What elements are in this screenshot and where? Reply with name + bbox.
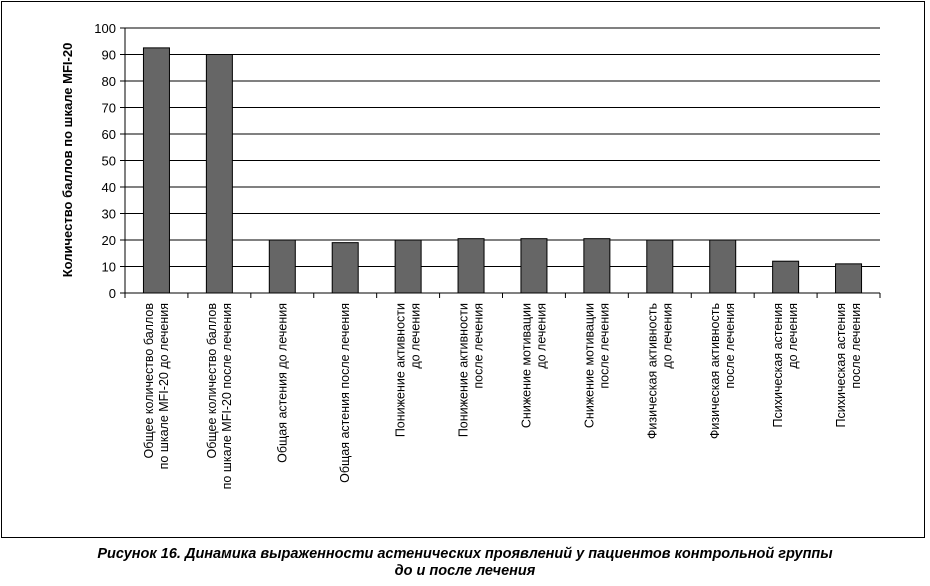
y-tick-label: 10 (101, 259, 116, 275)
x-category-label: Общая астения до лечения (275, 303, 290, 463)
y-axis-title: Количество баллов по шкале MFI-20 (60, 42, 75, 278)
y-tick-label: 0 (108, 286, 116, 301)
x-category-label: Общая астения после лечения (338, 303, 353, 483)
x-category-label: Снижение мотивации (519, 303, 534, 429)
x-category-label: по шкале MFI-20 после лечения (219, 303, 234, 490)
y-tick-label: 100 (94, 21, 116, 36)
y-tick-label: 80 (101, 74, 116, 89)
x-category-labels (142, 303, 863, 490)
x-category-label: Физическая активность (645, 303, 660, 440)
x-category-label: Общее количество баллов (141, 303, 156, 459)
x-category-label: после лечения (471, 303, 486, 389)
x-category-label: Психическая астения (771, 303, 786, 428)
bar (710, 240, 736, 293)
y-tick-label: 70 (101, 100, 116, 116)
y-tick-label: 50 (101, 153, 116, 169)
bar (206, 55, 232, 294)
axes (120, 28, 880, 298)
x-category-label: до лечения (660, 303, 675, 369)
x-category-label: Понижение активности (393, 303, 408, 438)
bars (143, 48, 861, 293)
bar (395, 240, 421, 293)
bar (584, 239, 610, 293)
x-category-label: после лечения (849, 303, 864, 389)
y-tick-label: 30 (101, 206, 116, 222)
bar (521, 239, 547, 293)
x-category-label: после лечения (723, 303, 738, 389)
bar (647, 240, 673, 293)
x-category-label: Понижение активности (456, 303, 471, 438)
bar (332, 243, 358, 293)
y-tick-labels (94, 21, 116, 301)
x-category-label: Физическая активность (708, 303, 723, 440)
x-category-label: Психическая астения (834, 303, 849, 428)
bar (458, 239, 484, 293)
x-category-label: до лечения (408, 303, 423, 369)
x-category-label: Общее количество баллов (204, 303, 219, 459)
caption-line-2: до и после лечения (394, 563, 536, 579)
x-category-label: Снижение мотивации (582, 303, 597, 429)
bar (836, 264, 862, 293)
gridlines (125, 28, 880, 267)
y-tick-label: 40 (101, 180, 116, 195)
x-category-label: до лечения (534, 303, 549, 369)
y-tick-label: 20 (101, 233, 116, 248)
caption-line-1: Рисунок 16. Динамика выраженности астенических проявлений у пациентов контрольной группы (97, 546, 833, 562)
x-category-label: до лечения (786, 303, 801, 369)
x-category-label: после лечения (597, 303, 612, 389)
x-category-label: по шкале MFI-20 до лечения (156, 303, 171, 470)
y-tick-label: 60 (101, 127, 116, 142)
y-tick-label: 90 (101, 47, 116, 63)
bar (269, 240, 295, 293)
bar (143, 48, 169, 293)
figure-caption (0, 546, 930, 580)
bar (773, 261, 799, 293)
